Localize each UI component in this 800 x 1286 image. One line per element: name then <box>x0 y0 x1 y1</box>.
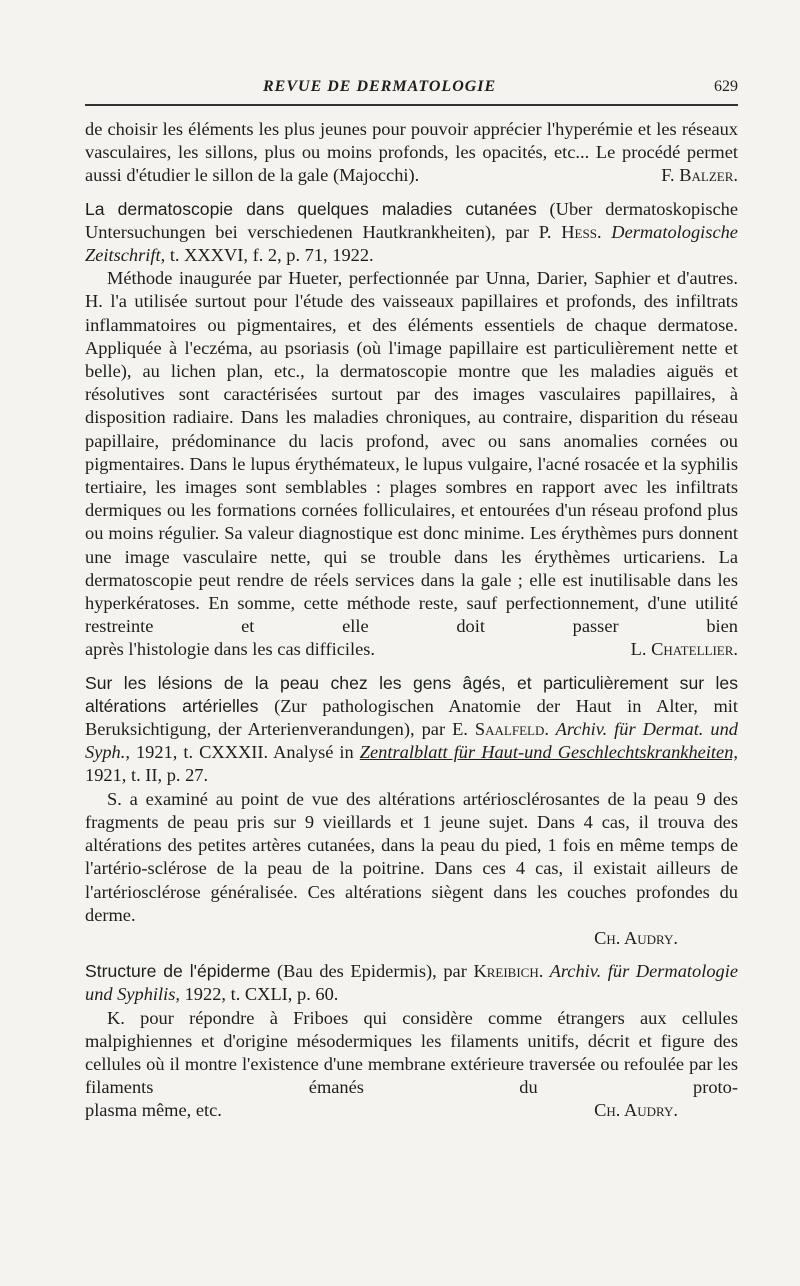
article-title: Structure de l'épiderme <box>85 961 271 982</box>
page-number: 629 <box>714 78 738 95</box>
article-journal: Dermatologische Zeitschrift, <box>85 221 738 266</box>
article-dermatoscopie <box>85 198 738 662</box>
article-heading <box>85 960 738 1006</box>
article-ref-mid: 1921, t. CXXXII. Analysé in <box>129 742 360 763</box>
article-signature: Ch. Audry. <box>594 1100 678 1121</box>
article-body: S. a examiné au point de vue des altérations artériosclérosantes de la peau 9 des fragments de peau pris sur 9 vieillards et 1 jeune sujet. Dans 4 cas, il trouva des altérations des petites artères cutanées, dans la peau du pied, 1 fois en même temps de l'artério-sclérose de la peau de la poitrine. Dans ces 4 cas, il existait ailleurs de l'artériosclérose généralisée. Ces altérations siègent dans les couches profondes du derme. <box>85 788 738 925</box>
article-lesions-peau <box>85 672 738 950</box>
article-body-end <box>85 1099 738 1122</box>
article-body: K. pour répondre à Friboes qui considère comme étrangers aux cellules malpighiennes et d'origine mésodermiques les filaments unitifs, décrit et figure des cellules où il montre l'existence d'une membrane extérieure traversée ou refoulée par les filaments émanés du proto- <box>85 1007 738 1098</box>
article-author: E. Saalfeld. <box>452 719 549 740</box>
intro-paragraph <box>85 118 738 188</box>
running-title: REVUE DE DERMATOLOGIE <box>263 78 497 95</box>
article-title: La dermatoscopie dans quelques maladies cutanées <box>85 198 537 219</box>
article-signature-text: Ch. Audry. <box>594 927 678 948</box>
article-signature <box>85 927 738 950</box>
article-journal: Archiv. für Dermatologie und Syphilis, <box>85 961 738 1005</box>
article-signature: L. Chatellier. <box>630 639 738 660</box>
article-body-last: plasma même, etc. <box>85 1100 222 1121</box>
article-ref-end: t. XXXVI, f. 2, p. 71, 1922. <box>165 245 374 266</box>
intro-signature: F. Balzer. <box>661 165 738 186</box>
article-heading <box>85 672 738 788</box>
article-ref-end: 1921, t. II, p. 27. <box>85 765 209 786</box>
intro-text: de choisir les éléments les plus jeunes pour pouvoir apprécier l'hyperémie et les réseaux vasculaires, les sillons, plus ou moins profonds, les opacités, etc... Le procédé permet aussi d'étudier le sillon de la gale (Majocchi). <box>85 119 738 186</box>
article-body-end <box>85 638 738 661</box>
article-body: Méthode inaugurée par Hueter, perfectionnée par Unna, Darier, Saphier et d'autres. H. l'a utilisée surtout pour l'étude des vaisseaux papillaires et profonds, des infiltrats inflammatoires ou pigmentaires, et des éléments essentiels de chaque dermatose. Appliquée à l'eczéma, au psoriasis (où l'image papillaire est particulièrement nette et belle), au lichen plan, etc., la dermatoscopie montre que les maladies aiguës et résolutives sont caractérisées surtout par des images vasculaires papillaires, à disposition radiaire. Dans les maladies chroniques, au contraire, disparition du réseau papillaire, prédominance du lacis profond, avec ou sans anomalies cornées ou pigmentaires. Dans le lupus érythémateux, le lupus vulgaire, l'acné rosacée et la syphilis tertiaire, les images sont semblables : plages sombres en rapport avec les infiltrats dermiques ou les formations cornées folliculaires, et entourées d'un réseau profond plus ou moins régulier. Sa valeur diagnostique est donc minime. Les érythèmes purs donnent une image vasculaire nette, qui se trouble dans les érythèmes urticariens. La dermatoscopie peut rendre de réels services dans la gale ; elle est inutilisable dans les hyperkératoses. En somme, cette méthode reste, sauf perfectionnement, d'une utilité restreinte et elle doit passer bien <box>85 268 738 637</box>
article-ref: (Uber dermatoskopische Untersuchungen bei verschiedenen Hautkrankheiten), par <box>85 198 738 242</box>
article-structure-epiderme <box>85 960 738 1122</box>
article-journal: Archiv. für Dermat. und Syph., <box>85 719 738 763</box>
article-ref: (Zur pathologischen Anatomie der Haut in Alter, mit Beruksichtigung, der Arterienverandungen), par <box>85 695 738 740</box>
article-author: Kreibich. <box>473 961 544 982</box>
article-journal-2: Zentralblatt für Haut-und Geschlechtskrankheiten, <box>359 742 738 763</box>
article-author: P. Hess. <box>538 221 602 242</box>
article-heading <box>85 198 738 268</box>
article-body-last: après l'histologie dans les cas difficiles. <box>85 639 376 660</box>
article-title: Sur les lésions de la peau chez les gens âgés, et particulièrement sur les altérations artérielles <box>85 672 738 716</box>
article-ref-end: 1922, t. CXLI, p. 60. <box>180 984 339 1005</box>
page-header <box>85 74 738 106</box>
article-ref: (Bau des Epidermis), par <box>270 961 474 982</box>
